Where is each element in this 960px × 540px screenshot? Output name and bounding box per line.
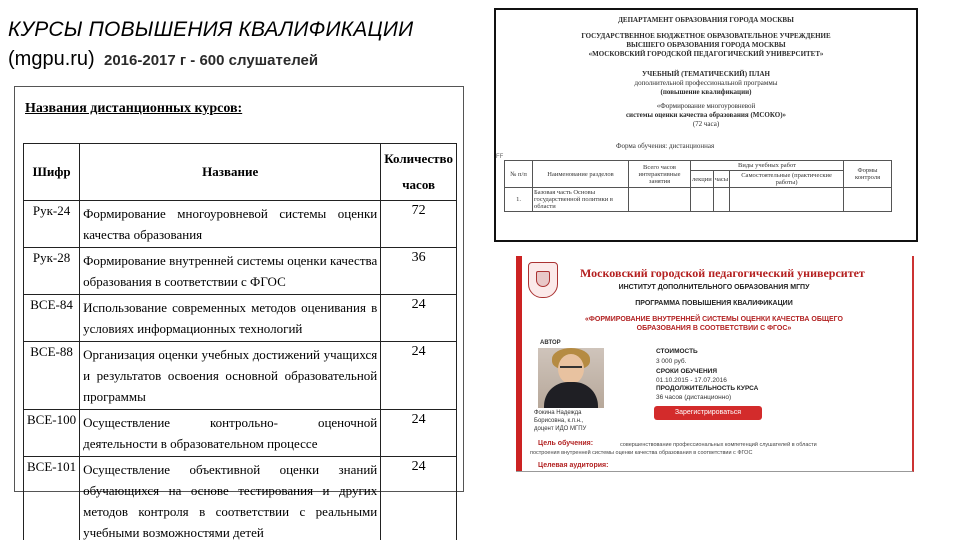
plan-line: УЧЕБНЫЙ (ТЕМАТИЧЕСКИЙ) ПЛАН: [642, 70, 770, 78]
table-row: [24, 201, 457, 248]
table-header-row: [24, 144, 457, 201]
course-code: Рук-28: [24, 248, 80, 295]
course-hours: 36: [381, 248, 457, 295]
plan-line: (72 часа): [692, 120, 720, 128]
plan-col-total: Всего часов интерактивные занятия: [629, 161, 691, 188]
header-hours: Количество часов: [381, 144, 457, 201]
register-button[interactable]: Зарегистрироваться: [654, 406, 762, 420]
course-code: ВСЕ-84: [24, 295, 80, 342]
plan-row-num: 1.: [505, 188, 533, 212]
courses-table: [23, 143, 457, 540]
plan-table: [504, 160, 892, 212]
plan-col-lectures: лекции: [691, 171, 714, 188]
plan-line: ДЕПАРТАМЕНТ ОБРАЗОВАНИЯ ГОРОДА МОСКВЫ: [618, 16, 794, 24]
plan-col-control: Формы контроля: [844, 161, 892, 188]
plan-line: (повышение квалификации): [660, 88, 752, 96]
slide-subtitle: [8, 48, 318, 71]
author-photo: [538, 348, 604, 408]
plan-line: «Формирование многоуровневой: [656, 102, 756, 110]
course-name: Организация оценки учебных достижений учащихся и результатов освоения основной образовательной программы: [80, 342, 381, 410]
margin-mark: FF: [496, 154, 504, 160]
plan-line: ГОСУДАРСТВЕННОЕ БЮДЖЕТНОЕ ОБРАЗОВАТЕЛЬНОЕ УЧРЕЖДЕНИЕ: [581, 32, 831, 40]
plan-line: системы оценки качества образования (МСОКО)»: [625, 111, 787, 119]
program-title-line-1: «ФОРМИРОВАНИЕ ВНУТРЕННЕЙ СИСТЕМЫ ОЦЕНКИ КАЧЕСТВА ОБЩЕГО: [585, 316, 843, 323]
table-row: [24, 342, 457, 410]
study-form-label: Форма обучения: дистанционная: [616, 142, 715, 150]
course-code: ВСЕ-88: [24, 342, 80, 410]
enrollment-stats: 2016-2017 г - 600 слушателей: [103, 52, 319, 69]
course-code: ВСЕ-100: [24, 410, 80, 457]
course-name: Осуществление контрольно- оценочной деятельности в образовательном процессе: [80, 410, 381, 457]
header-code: Шифр: [24, 144, 80, 201]
goal-label: Цель обучения:: [538, 440, 594, 447]
slide-title: КУРСЫ ПОВЫШЕНИЯ КВАЛИФИКАЦИИ: [8, 18, 414, 41]
course-hours: 24: [381, 295, 457, 342]
cost-value: 3 000 руб.: [656, 358, 687, 365]
program-title-line-2: ОБРАЗОВАНИЯ В СООТВЕТСТВИИ С ФГОС»: [636, 325, 792, 332]
table-row: [24, 457, 457, 540]
course-name: Формирование многоуровневой системы оценки качества образования: [80, 201, 381, 248]
plan-col-types: Виды учебных работ: [691, 161, 844, 171]
course-name: Осуществление объективной оценки знаний обучающихся на основе тестирования и других методов контроля в соответствии с реальными учебными возможностями детей: [80, 457, 381, 540]
course-list-document: [14, 86, 464, 540]
plan-col-no: № п/п: [505, 161, 533, 188]
header-name: Название: [80, 144, 381, 201]
plan-col-practice: Самостоятельные (практические работы): [730, 171, 844, 188]
course-hours: 72: [381, 201, 457, 248]
table-row: [24, 295, 457, 342]
author-label: АВТОР: [540, 340, 561, 346]
plan-line: «МОСКОВСКИЙ ГОРОДСКОЙ ПЕДАГОГИЧЕСКИЙ УНИВЕРСИТЕТ»: [588, 50, 824, 58]
audience-label: Целевая аудитория:: [538, 462, 609, 469]
course-name: Формирование внутренней системы оценки качества образования в соответствии с ФГОС: [80, 248, 381, 295]
university-name: Московский городской педагогический университет: [580, 266, 865, 280]
document-heading: Названия дистанционных курсов:: [25, 101, 243, 116]
table-row: [24, 410, 457, 457]
duration-value: 36 часов (дистанционно): [656, 394, 732, 401]
goal-text: построения внутренней системы оценки качества образования в соответствии с ФГОС: [530, 450, 753, 456]
cost-label: СТОИМОСТЬ: [656, 348, 698, 355]
goal-text: совершенствование профессиональных компетенций слушателей в области: [620, 442, 817, 448]
university-crest-icon: [528, 262, 558, 298]
institute-name: ИНСТИТУТ ДОПОЛНИТЕЛЬНОГО ОБРАЗОВАНИЯ МГПУ: [618, 284, 810, 291]
course-hours: 24: [381, 342, 457, 410]
author-name: Фокина Надежда: [534, 410, 582, 416]
dates-label: СРОКИ ОБУЧЕНИЯ: [656, 368, 717, 375]
author-degree: Борисовна, к.п.н.,: [534, 418, 584, 424]
author-position: доцент ИДО МГПУ: [534, 426, 587, 432]
site-url: (mgpu.ru): [8, 48, 95, 70]
dates-value: 01.10.2015 - 17.07.2016: [656, 377, 727, 384]
course-code: ВСЕ-101: [24, 457, 80, 540]
curriculum-plan-document: [494, 8, 918, 242]
plan-line: дополнительной профессиональной программы: [634, 79, 778, 87]
plan-col-name: Наименование разделов: [533, 161, 629, 188]
course-code: Рук-24: [24, 201, 80, 248]
course-hours: 24: [381, 457, 457, 540]
plan-row-name: Базовая часть Основы государственной политики в области: [533, 188, 629, 212]
plan-line: ВЫСШЕГО ОБРАЗОВАНИЯ ГОРОДА МОСКВЫ: [626, 41, 786, 49]
course-hours: 24: [381, 410, 457, 457]
duration-label: ПРОДОЛЖИТЕЛЬНОСТЬ КУРСА: [656, 385, 759, 392]
program-type: ПРОГРАММА ПОВЫШЕНИЯ КВАЛИФИКАЦИИ: [635, 300, 793, 307]
course-name: Использование современных методов оценивания в условиях информационных технологий: [80, 295, 381, 342]
table-row: [24, 248, 457, 295]
plan-col-hours: часы: [713, 171, 729, 188]
program-page-document: [516, 256, 914, 472]
